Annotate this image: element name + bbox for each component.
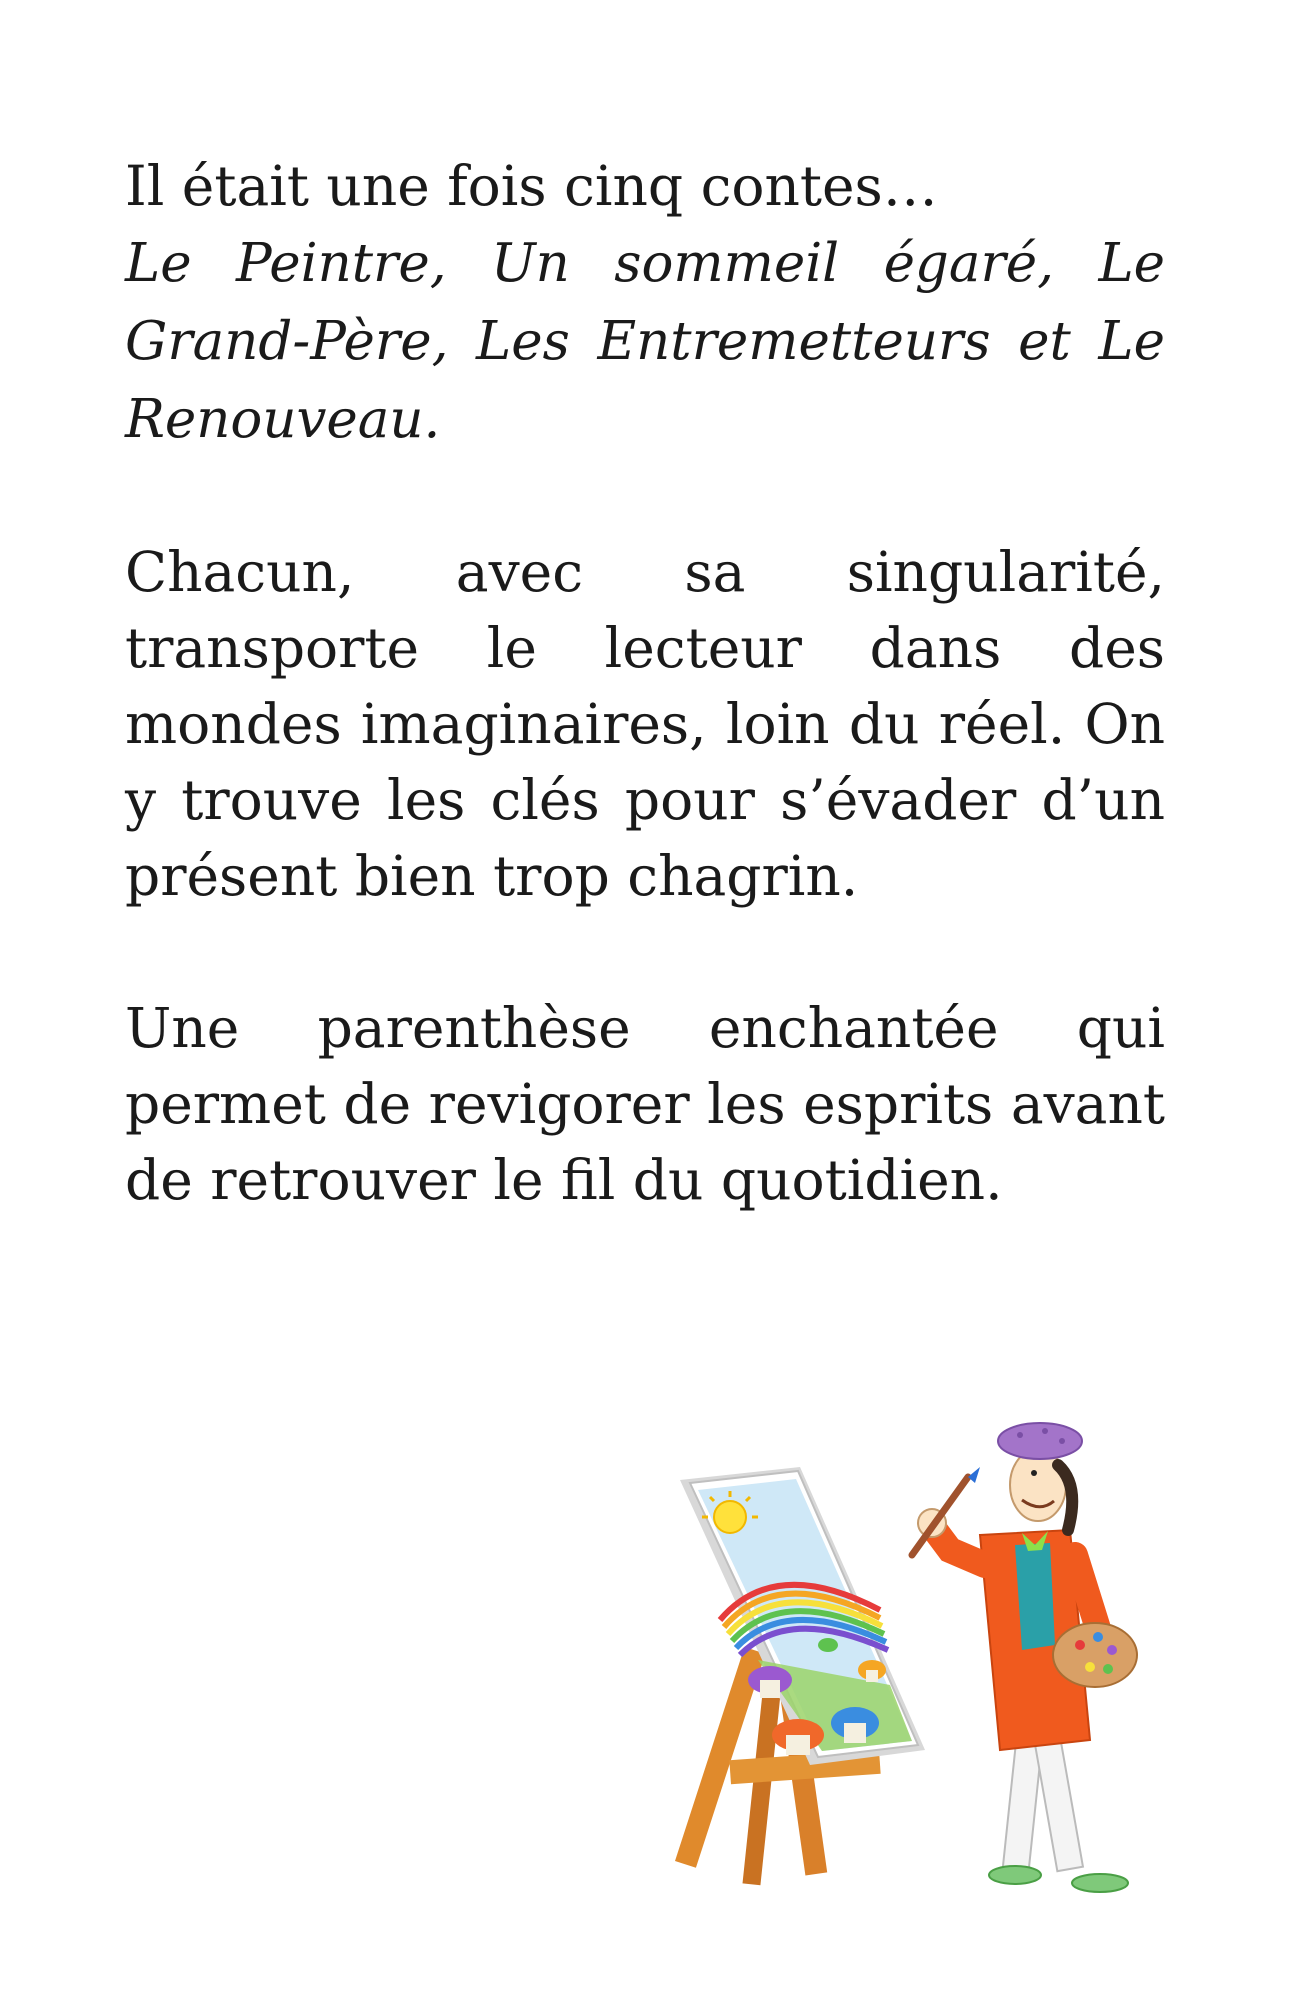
intro-line: Il était une fois cinq contes… — [125, 154, 938, 218]
back-cover-text — [125, 148, 1165, 1218]
description-paragraph: Chacun, avec sa singularité, transporte le lecteur dans des mondes imaginaires, loin du réel. On y trouve les clés pour s’évader d’un présent bien trop chagrin. — [125, 540, 1165, 908]
closing-paragraph: Une parenthèse enchantée qui permet de revigorer les esprits avant de retrouver le fil du quotidien. — [125, 996, 1165, 1212]
painting-canvas — [680, 1467, 925, 1765]
story-titles: Le Peintre, Un sommeil égaré, Le Grand-Père, Les Entremetteurs et Le Renouveau. — [125, 233, 1165, 450]
painter-character — [912, 1423, 1137, 1892]
painter-at-easel-illustration — [650, 1405, 1160, 1905]
intro-paragraph — [125, 148, 1165, 458]
